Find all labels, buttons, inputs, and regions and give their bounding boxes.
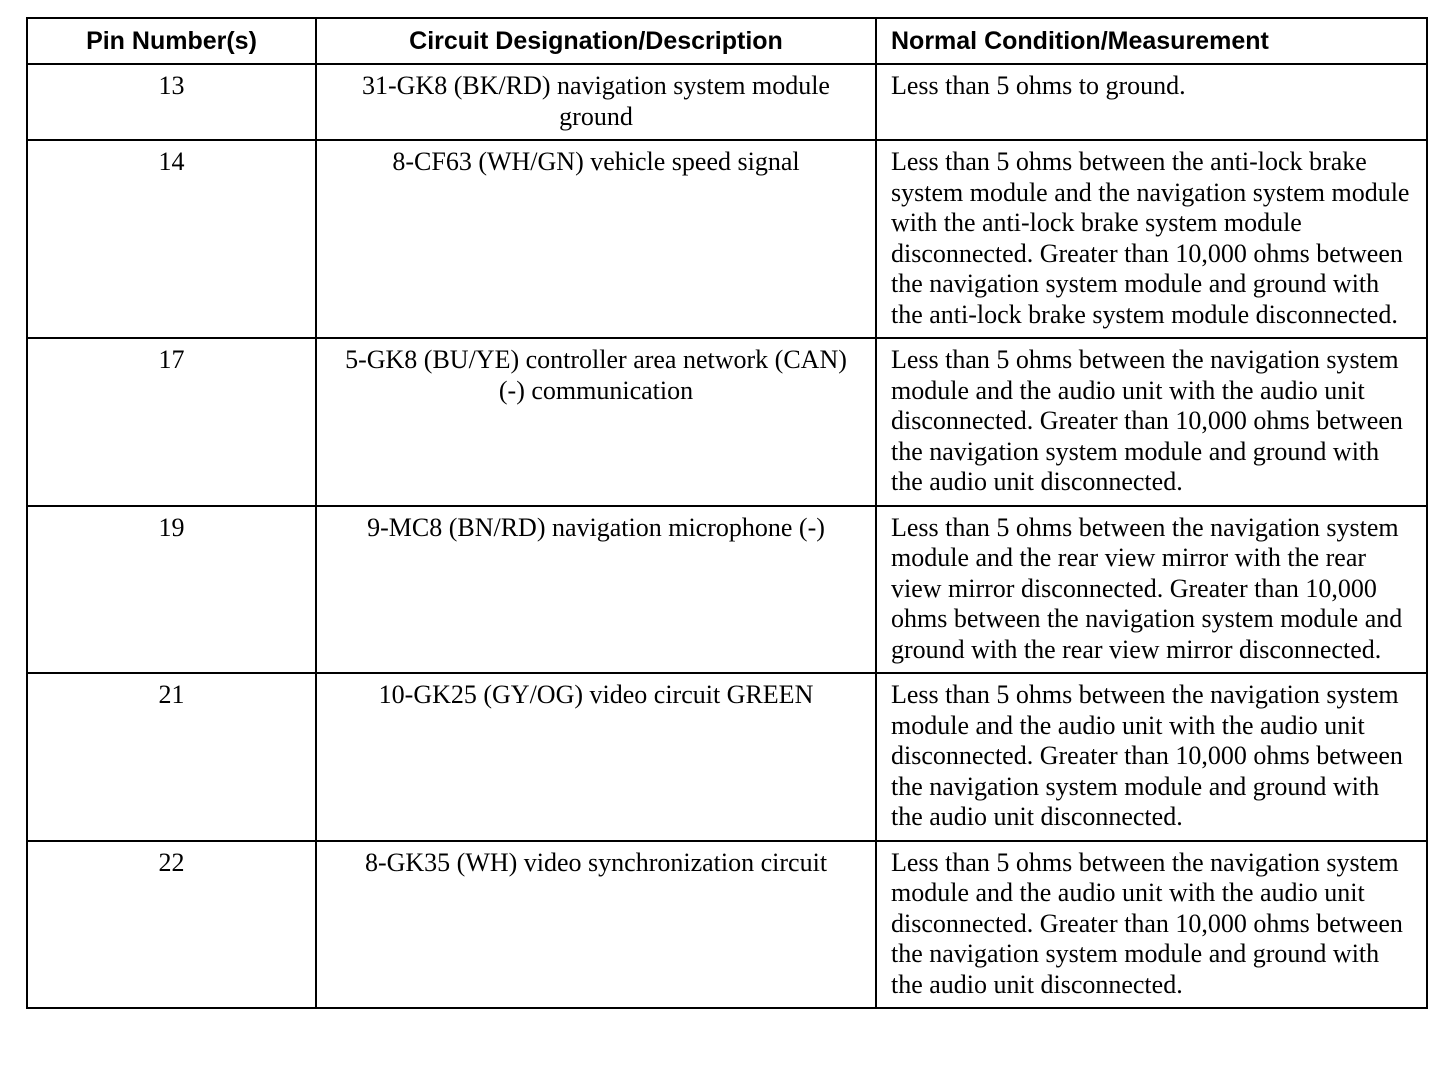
table-header <box>27 18 1427 64</box>
measurement-cell: Less than 5 ohms to ground. <box>876 64 1427 140</box>
measurement-cell: Less than 5 ohms between the navigation system module and the audio unit with the audio unit disconnected. Greater than 10,000 ohms between the navigation system module and ground with the audio unit disconnected. <box>876 338 1427 506</box>
measurement-cell: Less than 5 ohms between the anti-lock brake system module and the navigation system module with the anti-lock brake system module disconnected. Greater than 10,000 ohms between the navigation system module and ground with the anti-lock brake system module disconnected. <box>876 140 1427 338</box>
circuit-description-cell: 5-GK8 (BU/YE) controller area network (CAN) (-) communication <box>316 338 876 506</box>
table-row <box>27 841 1427 1009</box>
table-row <box>27 506 1427 674</box>
pin-number-cell: 14 <box>27 140 316 338</box>
table-row <box>27 673 1427 841</box>
circuit-description-cell: 8-CF63 (WH/GN) vehicle speed signal <box>316 140 876 338</box>
measurement-cell: Less than 5 ohms between the navigation system module and the audio unit with the audio unit disconnected. Greater than 10,000 ohms between the navigation system module and ground with the audio unit disconnected. <box>876 673 1427 841</box>
circuit-description-cell: 31-GK8 (BK/RD) navigation system module ground <box>316 64 876 140</box>
header-circuit-designation: Circuit Designation/Description <box>316 18 876 64</box>
pin-number-cell: 19 <box>27 506 316 674</box>
table-body <box>27 64 1427 1008</box>
header-pin-numbers: Pin Number(s) <box>27 18 316 64</box>
measurement-cell: Less than 5 ohms between the navigation system module and the rear view mirror with the rear view mirror disconnected. Greater than 10,000 ohms between the navigation system module and ground with the rear view mirror disconnected. <box>876 506 1427 674</box>
header-row <box>27 18 1427 64</box>
pin-measurement-table <box>26 17 1428 1009</box>
table-row <box>27 64 1427 140</box>
circuit-description-cell: 9-MC8 (BN/RD) navigation microphone (-) <box>316 506 876 674</box>
table-row <box>27 338 1427 506</box>
measurement-cell: Less than 5 ohms between the navigation system module and the audio unit with the audio unit disconnected. Greater than 10,000 ohms between the navigation system module and ground with the audio unit disconnected. <box>876 841 1427 1009</box>
table-row <box>27 140 1427 338</box>
pin-number-cell: 21 <box>27 673 316 841</box>
circuit-description-cell: 8-GK35 (WH) video synchronization circuit <box>316 841 876 1009</box>
header-normal-condition: Normal Condition/Measurement <box>876 18 1427 64</box>
pin-number-cell: 13 <box>27 64 316 140</box>
circuit-description-cell: 10-GK25 (GY/OG) video circuit GREEN <box>316 673 876 841</box>
pin-number-cell: 17 <box>27 338 316 506</box>
pin-number-cell: 22 <box>27 841 316 1009</box>
